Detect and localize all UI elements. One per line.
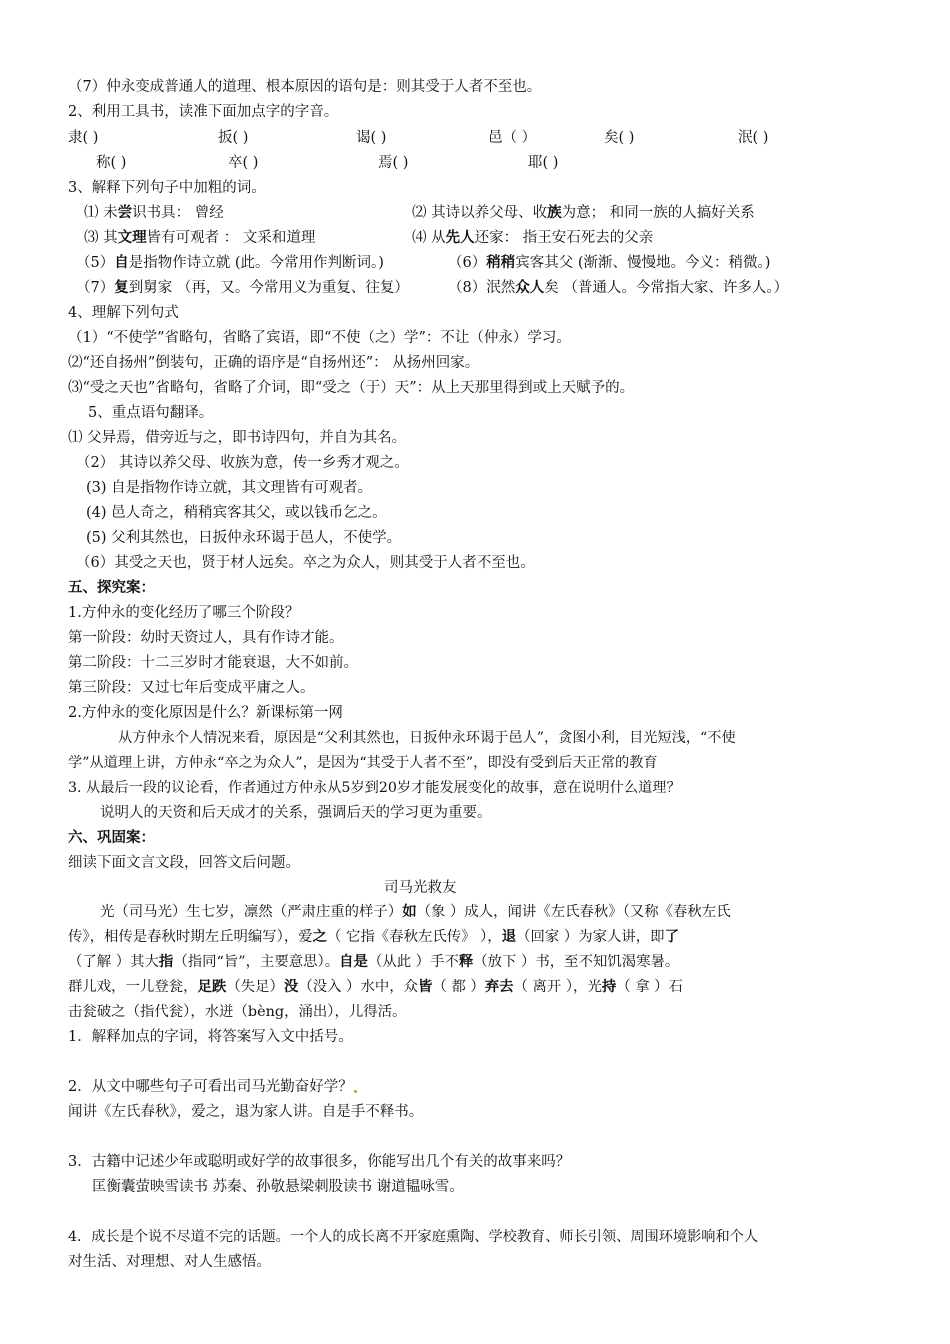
text-line: 5、重点语句翻译。 — [88, 405, 214, 421]
text-line: （1）“不使学”省略句，省略了宾语，即“不使（之）学”：不让（仲永）学习。 — [68, 330, 571, 346]
vocab-item — [76, 253, 384, 273]
text-line: 从方仲永个人情况来看，原因是“父利其然也，日扳仲永环谒于邑人”，贪图小利，目光短浅，“不使 — [118, 730, 736, 746]
text: （5） — [76, 255, 115, 271]
bold-word: 持 — [601, 979, 617, 995]
pinyin-item: 焉( ) — [378, 155, 409, 171]
pinyin-item: 耶( ) — [528, 155, 559, 171]
text-line: （6）其受之天也，贤于材人远矣。卒之为众人，则其受于人者不至也。 — [76, 555, 535, 571]
passage-line: 击瓮破之（指代瓮），水迸（bèng，涌出），儿得活。 — [68, 1004, 407, 1020]
vocab-item — [448, 253, 770, 273]
text: 为意； 和同一族的人搞好关系 — [561, 205, 755, 221]
bold-word: 没 — [283, 979, 299, 995]
text: （8）泯然 — [448, 280, 516, 296]
bold-word: 稍稍 — [486, 255, 516, 271]
vocab-item — [412, 228, 653, 248]
text-line: ⑴ 父异焉，借旁近与之，即书诗四句，并自为其名。 — [68, 430, 407, 446]
pinyin-item: 卒( ) — [228, 155, 259, 171]
text: （ 拿 ）石 — [616, 979, 683, 995]
text: （ 都 ） — [432, 979, 485, 995]
answer-line: 匡衡囊萤映雪读书 苏秦、孙敬悬梁刺股读书 谢道韫咏雪。 — [92, 1179, 464, 1195]
text: ⑶ 其 — [84, 230, 118, 246]
pinyin-item: 隶( ) — [68, 130, 99, 146]
vocab-item — [448, 278, 788, 298]
passage-title: 司马光救友 — [384, 880, 457, 896]
vocab-item — [84, 203, 224, 223]
text: （从此 ）手不 — [367, 954, 459, 970]
bold-word: 尝 — [117, 205, 133, 221]
pinyin-item: 称( ) — [96, 155, 127, 171]
text-line: （2） 其诗以养父母、收族为意，传一乡秀才观之。 — [76, 455, 409, 471]
bold-word: 如 — [402, 904, 417, 920]
bold-word: 自 — [114, 255, 129, 271]
bold-word: 足跌 — [197, 979, 227, 995]
bold-word: 指 — [158, 954, 174, 970]
question-line: 1．解释加点的字词，将答案写入文中括号。 — [68, 1029, 353, 1045]
text: 宾客其父 (渐渐、慢慢地。今义：稍微。) — [515, 255, 771, 271]
bold-word: 之 — [312, 929, 328, 945]
text: 是指物作诗立就 (此。今常用作判断词。) — [128, 255, 384, 271]
text: （7） — [76, 280, 115, 296]
text-line: 第二阶段：十二三岁时才能衰退，大不如前。 — [68, 655, 358, 671]
pinyin-item: 谒( ) — [356, 130, 387, 146]
text: （没入 ）水中，众 — [298, 979, 419, 995]
text: 识书具： 曾经 — [132, 205, 224, 221]
text-line: 学”从道理上讲，方仲永“卒之为众人”，是因为“其受于人者不至”，即没有受到后天正常的教育 — [68, 755, 658, 771]
bold-word: 了 — [664, 929, 679, 945]
text: （象 ）成人，闻讲《左氏春秋》（又称《春秋左氏 — [416, 904, 731, 920]
question-line: 4．成长是个说不尽道不完的话题。一个人的成长离不开家庭熏陶、学校教育、师长引领、周围环境影响和个人 — [68, 1229, 759, 1245]
pinyin-item: 扳( ) — [218, 130, 249, 146]
text-line: 3. 从最后一段的议论看，作者通过方仲永从5岁到20岁才能发展变化的故事，意在说明什么道理？ — [68, 780, 681, 796]
vocab-item — [412, 203, 755, 223]
text: （放下 ）书，至不知饥渴寒暑。 — [473, 954, 680, 970]
text-line: ⑵“还自扬州”倒装句，正确的语序是“自扬州还”： 从扬州回家。 — [68, 355, 480, 371]
text: （回家 ）为家人讲，即 — [516, 929, 665, 945]
text: （ 它指《春秋左氏传》 ）， — [327, 929, 502, 945]
section-heading: 六、巩固案： — [68, 830, 155, 846]
text-line: 1.方仲永的变化经历了哪三个阶段？ — [68, 605, 300, 621]
vocab-item — [84, 228, 315, 248]
text: 矣 （普通人。今常指大家、许多人。） — [544, 280, 789, 296]
passage-line — [68, 952, 679, 972]
text-line: 第三阶段：又过七年后变成平庸之人。 — [68, 680, 315, 696]
bold-word: 弃去 — [484, 979, 514, 995]
question-line: 3．古籍中记述少年或聪明或好学的故事很多，你能写出几个有关的故事来吗？ — [68, 1154, 571, 1170]
text: （指同“旨”，主要意思）。 — [173, 954, 340, 970]
section-heading: 五、探究案： — [68, 580, 155, 596]
bold-word: 复 — [114, 280, 129, 296]
text-line: (3) 自是指物作诗立就，其文理皆有可观者。 — [86, 480, 373, 496]
text: （6） — [448, 255, 487, 271]
text: 皆有可观者 ： 文采和道理 — [146, 230, 316, 246]
text: ⑵ 其诗以养父母、收 — [412, 205, 548, 221]
question-line — [68, 1077, 357, 1097]
bold-word: 释 — [458, 954, 474, 970]
text: 还家： 指王安石死去的父亲 — [474, 230, 654, 246]
text: 2．从文中哪些句子可看出司马光勤奋好学？ — [68, 1079, 353, 1095]
text: ⑴ 未 — [84, 205, 118, 221]
text: （ 离开 ），光 — [513, 979, 602, 995]
text: ⑷ 从 — [412, 230, 446, 246]
text-line: （7）仲永变成普通人的道理、根本原因的语句是：则其受于人者不至也。 — [68, 79, 542, 95]
passage-line — [68, 977, 683, 997]
text: 到舅家 （再，又。今常用义为重复、往复） — [128, 280, 409, 296]
passage-line — [68, 927, 679, 947]
pinyin-item: 邑（ ） — [488, 130, 537, 146]
text: 传》，相传是春秋时期左丘明编写），爱 — [68, 929, 313, 945]
bold-word: 众人 — [515, 280, 545, 296]
pinyin-item: 矣( ) — [604, 130, 635, 146]
text-line: 4、理解下列句式 — [68, 305, 179, 321]
text-line: 细读下面文言文段，回答文后问题。 — [68, 855, 300, 871]
dot-mark — [354, 1090, 357, 1093]
bold-word: 自是 — [339, 954, 368, 970]
bold-word: 先人 — [445, 230, 475, 246]
text: （失足） — [226, 979, 284, 995]
pinyin-item: 泯( ) — [738, 130, 769, 146]
bold-word: 族 — [547, 205, 562, 221]
text: 群儿戏，一儿登瓮， — [68, 979, 198, 995]
text-line: 第一阶段：幼时天资过人，具有作诗才能。 — [68, 630, 344, 646]
text: 光（司马光）生七岁，凛然（严肃庄重的样子） — [100, 904, 403, 920]
text: （了解 ）其大 — [68, 954, 159, 970]
passage-line — [100, 902, 731, 922]
answer-line: 闻讲《左氏春秋》，爱之，退为家人讲。自是手不释书。 — [68, 1104, 424, 1120]
question-line: 对生活、对理想、对人生感悟。 — [68, 1254, 271, 1270]
text-line: 3、解释下列句子中加粗的词。 — [68, 180, 266, 196]
text-line: 说明人的天资和后天成才的关系，强调后天的学习更为重要。 — [100, 805, 492, 821]
text-line: (4) 邑人奇之，稍稍宾客其父，或以钱币乞之。 — [86, 505, 387, 521]
bold-word: 退 — [501, 929, 517, 945]
vocab-item — [76, 278, 409, 298]
text-line: ⑶“受之天也”省略句，省略了介词，即“受之（于）天”：从上天那里得到或上天赋予的。 — [68, 380, 635, 396]
text-line: (5) 父利其然也，日扳仲永环谒于邑人，不使学。 — [86, 530, 402, 546]
bold-word: 皆 — [418, 979, 433, 995]
text-line: 2、利用工具书，读准下面加点字的字音。 — [68, 104, 339, 120]
text-line: 2.方仲永的变化原因是什么？新课标第一网 — [68, 705, 343, 721]
bold-word: 文理 — [117, 230, 147, 246]
